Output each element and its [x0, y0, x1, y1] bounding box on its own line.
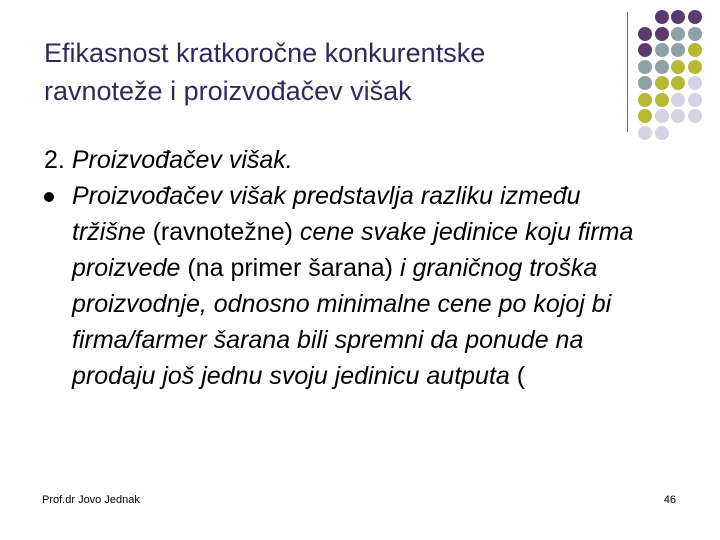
- decorative-dot: [688, 27, 702, 41]
- decorative-dot: [638, 126, 652, 140]
- decorative-dot: [671, 93, 685, 107]
- decorative-dot: [671, 27, 685, 41]
- decorative-dot: [655, 60, 669, 74]
- section-number: 2.: [44, 146, 65, 174]
- decorative-dot: [655, 43, 669, 57]
- decorative-dot: [655, 76, 669, 90]
- decorative-dot: [671, 76, 685, 90]
- decorative-dot: [655, 109, 669, 123]
- decorative-dot: [688, 109, 702, 123]
- decorative-dot: [655, 27, 669, 41]
- slide-title: [44, 34, 604, 110]
- bullet-text-part-5: i graničnog troška proizvodnje, odnosno minimalne cene po kojoj bi firma/farmer šarana bili spremni da ponude na prodaju još jednu svoju jedinicu autputa: [72, 254, 612, 390]
- slide-body: [44, 142, 654, 394]
- title-line-1: Efikasnost kratkoročne konkurentske: [44, 38, 486, 68]
- vertical-divider: [627, 12, 628, 132]
- decorative-dot: [688, 93, 702, 107]
- bullet-text-part-4: (na primer šarana): [187, 254, 393, 282]
- decorative-dot: [655, 10, 669, 24]
- section-heading: [44, 142, 654, 178]
- page-number: 46: [663, 494, 676, 506]
- bullet-text: [72, 182, 633, 390]
- decorative-dot: [655, 93, 669, 107]
- decorative-dot: [671, 43, 685, 57]
- bullet-text-part-3: cene svake jedinice koju firma proizvede: [72, 218, 634, 282]
- bullet-dot-icon: [44, 192, 54, 202]
- decorative-dot: [671, 10, 685, 24]
- decorative-dot: [638, 60, 652, 74]
- bullet-item: [44, 178, 654, 394]
- section-heading-text: Proizvođačev višak.: [71, 146, 293, 174]
- bullet-text-part-2: (ravnotežne): [152, 218, 293, 246]
- decorative-dot: [671, 109, 685, 123]
- bullet-text-part-1: Proizvođačev višak predstavlja razliku između tržišne: [72, 182, 581, 246]
- decorative-dot: [638, 76, 652, 90]
- decorative-dot: [688, 43, 702, 57]
- title-line-2: ravnoteže i proizvođačev višak: [44, 76, 412, 106]
- decorative-dot: [638, 27, 652, 41]
- decorative-dot: [655, 126, 669, 140]
- decorative-dot: [671, 60, 685, 74]
- decorative-dot: [638, 93, 652, 107]
- decorative-dot: [688, 60, 702, 74]
- footer-author: Prof.dr Jovo Jednak: [42, 494, 140, 506]
- decorative-dot: [638, 43, 652, 57]
- decorative-dot: [688, 10, 702, 24]
- decorative-dot: [688, 76, 702, 90]
- decorative-dot: [638, 109, 652, 123]
- decorative-dot-grid: [638, 10, 718, 140]
- bullet-text-part-6: (: [516, 362, 526, 390]
